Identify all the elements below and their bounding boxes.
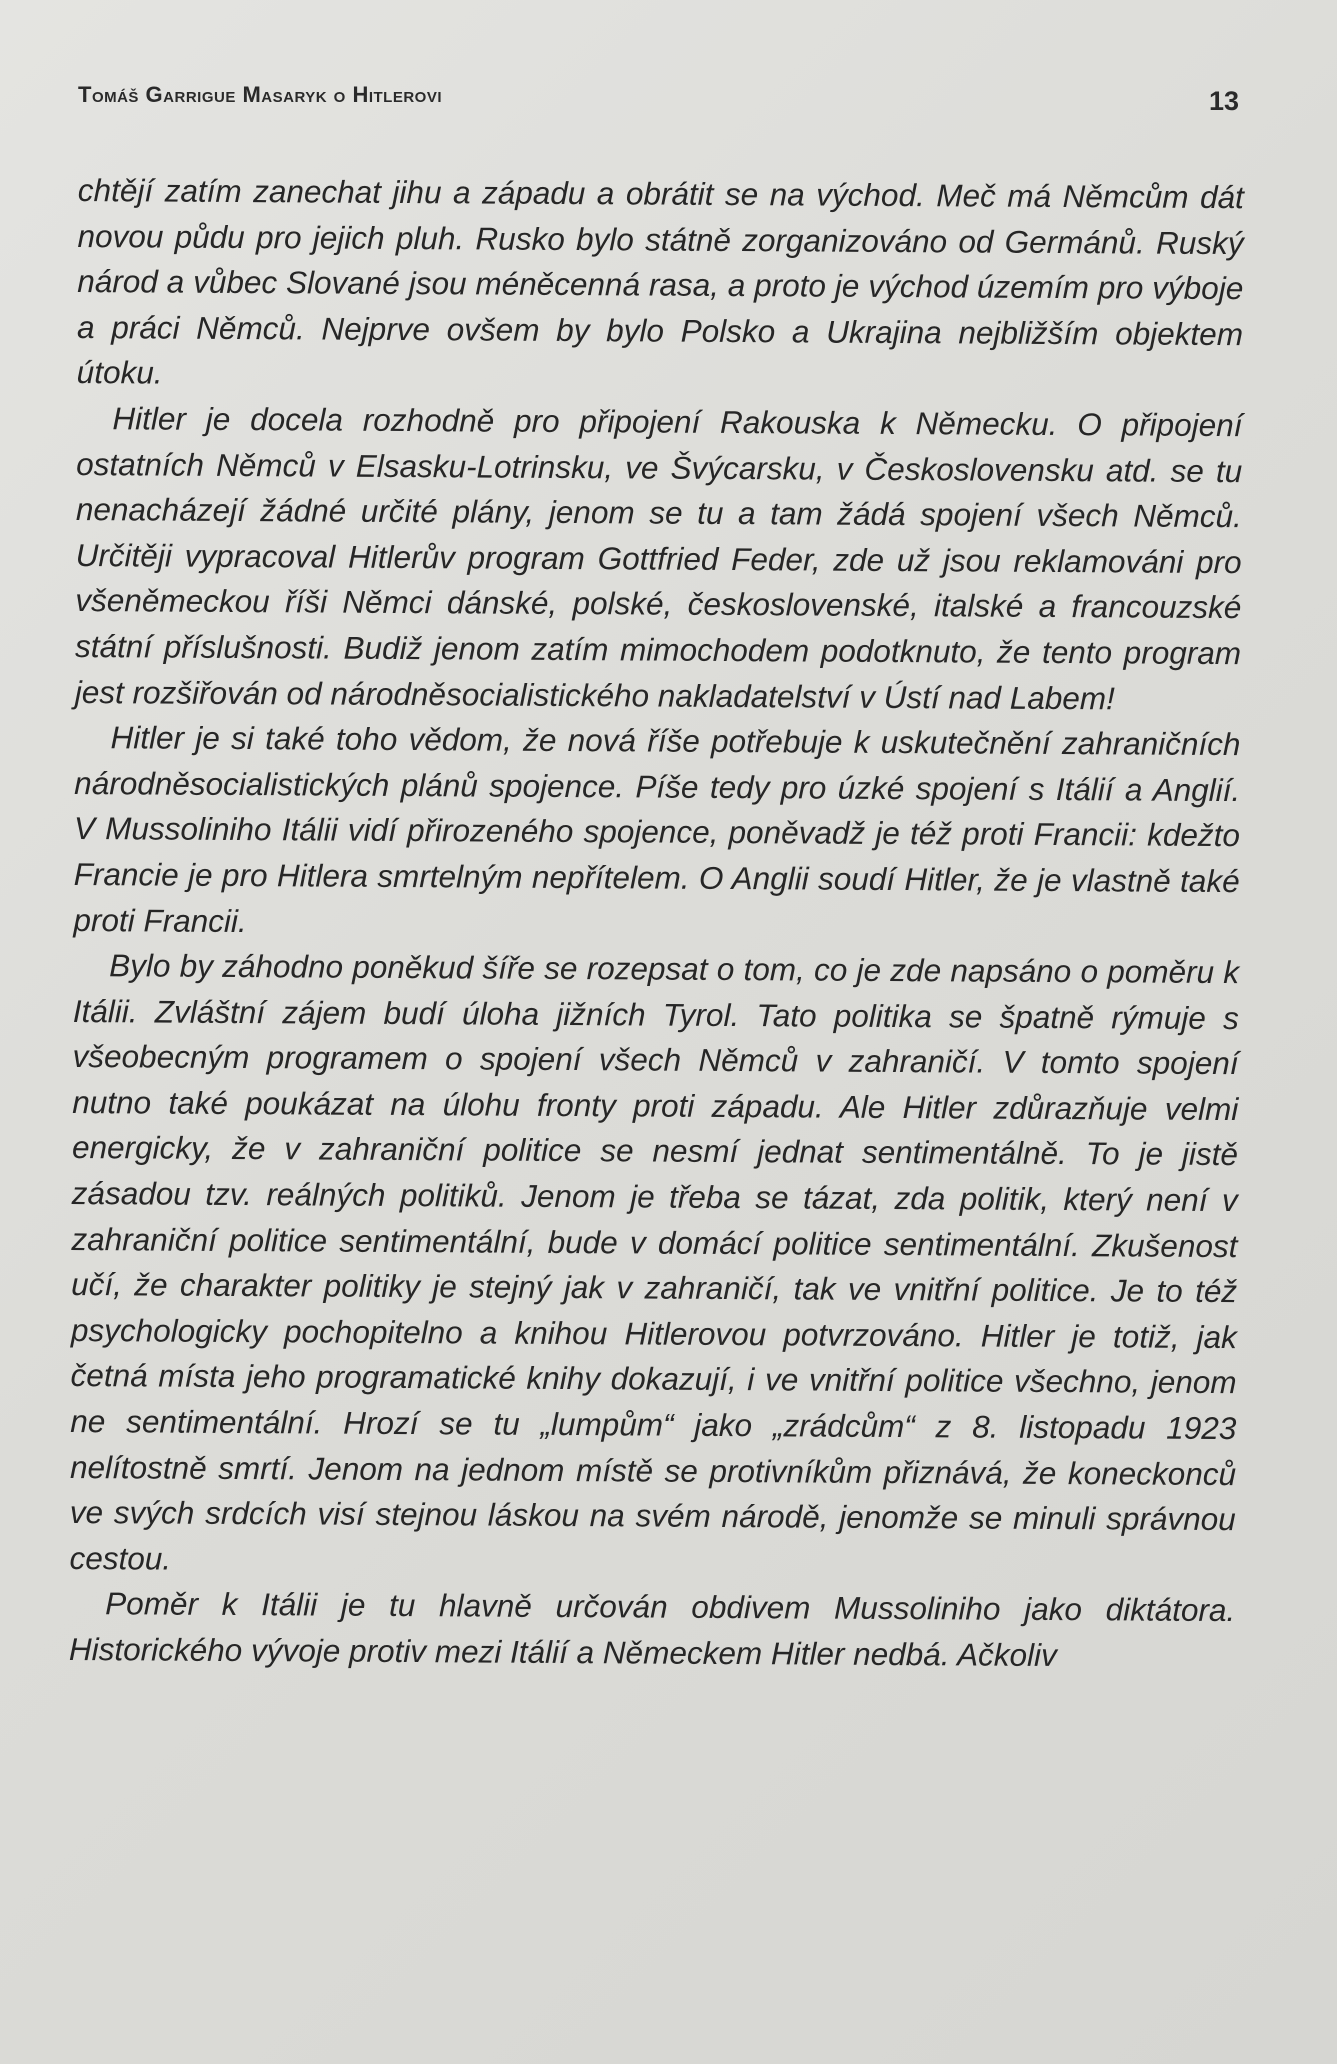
body-text bbox=[69, 168, 1244, 1680]
paragraph-3: Hitler je si také toho vědom, že nová říše potřebuje k uskutečnění zahraničních národněsocialistických plánů spojence. Píše tedy pro úzké spojení s Itálií a Anglií. V Mussoliniho Itálii vidí přirozeného spojence, poněvadž je též proti Francii: kdežto Francie je pro Hitlera smrtelným nepřítelem. O Anglii soudí Hitler, že je vlastně také proti Francii. bbox=[73, 719, 1241, 939]
running-title: Tomáš Garrigue Masaryk o Hitlerovi bbox=[78, 82, 443, 107]
page-number: 13 bbox=[1208, 86, 1239, 116]
paragraph-2: Hitler je docela rozhodně pro připojení Rakouska k Německu. O připojení ostatních Němců v Elsasku-Lotrinsku, ve Švýcarsku, v Československu atd. se tu nenacházejí žádné určité plány, jenom se tu a tam žádá spojení všech Němců. Určitěji vypracoval Hitlerův program Gottfried Feder, zde už jsou reklamováni pro všeněmeckou říši Němci dánské, polské, československé, italské a francouzské státní příslušnosti. Budiž jenom zatím mimochodem podotknuto, že tento program jest rozšiřován od národněsocialistického nakladatelství v Ústí nad Labem! bbox=[74, 400, 1243, 716]
paragraph-5: Poměr k Itálii je tu hlavně určován obdivem Mussoliniho jako diktátora. Historického vývoje protiv mezi Itálií a Německem Hitler nedbá. Ačkoliv bbox=[68, 1585, 1236, 1674]
paragraph-4: Bylo by záhodno poněkud šíře se rozepsat o tom, co je zde napsáno o poměru k Itálii. Zvláštní zájem budí úloha jižních Tyrol. Tato politika se špatně rýmuje s všeobecným programem o spojení všech Němců v zahraničí. V tomto spojení nutno také poukázat na úlohu fronty proti západu. Ale Hitler zdůrazňuje velmi energicky, že v zahraniční politice se nesmí jednat sentimentálně. To je jistě zásadou tzv. reálných politiků. Jenom je třeba se tázat, zda politik, který není v zahraniční politice sentimentální, bude v domácí politice sentimentální. Zkušenost učí, že charakter politiky je stejný jak v zahraničí, tak ve vnitřní politice. Je to též psychologicky pochopitelno a knihou Hitlerovou potvrzováno. Hitler je totiž, jak četná místa jeho programatické knihy dokazují, i ve vnitřní politice všechno, jenom ne sentimentální. Hrozí se tu „lumpům“ jako „zrádcům“ z 8. listopadu 1923 nelítostně smrtí. Jenom na jednom místě se protivníkům přiznává, že koneckonců ve svých srdcích visí stejnou láskou na svém národě, jenomže se minuli správnou cestou. bbox=[69, 947, 1240, 1577]
paragraph-1: chtějí zatím zanechat jihu a západu a obrátit se na východ. Meč má Němcům dát novou půdu pro jejich pluh. Rusko bylo státně zorganizováno od Germánů. Ruský národ a vůbec Slované jsou méněcenná rasa, a proto je východ územím pro výboje a práci Němců. Nejprve ovšem by bylo Polsko a Ukrajina nejbližším objektem útoku. bbox=[76, 171, 1244, 391]
